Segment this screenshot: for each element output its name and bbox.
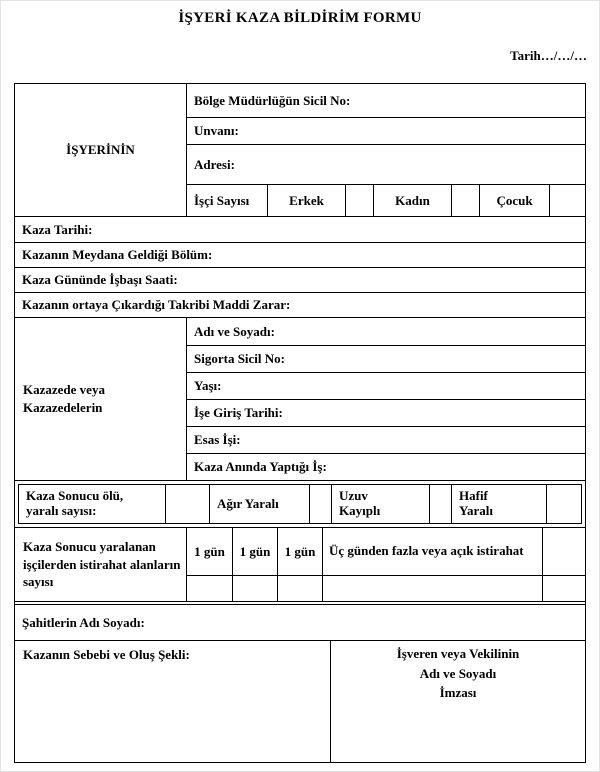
unvan-label: Unvanı: bbox=[194, 123, 239, 138]
istirahat-extra-count-cell[interactable] bbox=[542, 576, 585, 601]
isveren-imza-cell[interactable] bbox=[331, 641, 585, 762]
sicil-no-row[interactable] bbox=[187, 84, 585, 117]
gun-3-count-cell[interactable] bbox=[277, 576, 322, 601]
istirahat-grid bbox=[187, 528, 585, 601]
istirahat-label: Kaza Sonucu yaralanan işçilerden istirahat alanların sayısı bbox=[15, 528, 187, 601]
sahitler-row[interactable] bbox=[15, 604, 585, 640]
sahitler-input-area[interactable] bbox=[145, 605, 585, 640]
isveren-line-3: İmzası bbox=[439, 685, 477, 700]
cocuk-label: Çocuk bbox=[479, 185, 549, 216]
istirahat-section bbox=[15, 527, 585, 601]
uzuv-kayipli-label: Uzuv Kayıplı bbox=[331, 485, 429, 523]
gun-3-label: 1 gün bbox=[277, 528, 322, 575]
isci-sayisi-label: İşçi Sayısı bbox=[194, 192, 250, 208]
kaza-aninda-label: Kaza Anında Yaptığı İş: bbox=[194, 459, 327, 474]
kaza-sebebi-label: Kazanın Sebebi ve Oluş Şekli: bbox=[23, 647, 190, 662]
gun-2-count-cell[interactable] bbox=[232, 576, 277, 601]
esas-isi-input-area[interactable] bbox=[241, 427, 585, 453]
adres-input-area[interactable] bbox=[235, 145, 585, 184]
isbasi-saati-label: Kaza Gününde İşbaşı Saati: bbox=[22, 272, 178, 287]
agir-yarali-label: Ağır Yaralı bbox=[209, 485, 309, 523]
kadin-label: Kadın bbox=[373, 185, 451, 216]
kadin-count-cell[interactable] bbox=[451, 185, 479, 216]
adi-soyadi-row[interactable] bbox=[187, 318, 585, 345]
sicil-no-input-area[interactable] bbox=[350, 84, 585, 117]
erkek-label: Erkek bbox=[267, 185, 345, 216]
sahitler-label: Şahitlerin Adı Soyadı: bbox=[22, 614, 145, 630]
bolum-input-area[interactable] bbox=[212, 243, 585, 267]
date-field: Tarih…/…/… bbox=[510, 48, 587, 63]
kaza-tarihi-label: Kaza Tarihi: bbox=[22, 221, 93, 237]
istirahat-extra-cell[interactable] bbox=[542, 528, 585, 575]
maddi-zarar-label: Kazanın ortaya Çıkardığı Takribi Maddi Zarar: bbox=[22, 297, 291, 312]
esas-isi-label: Esas İşi: bbox=[194, 432, 241, 447]
esas-isi-row[interactable] bbox=[187, 426, 585, 453]
ise-giris-row[interactable] bbox=[187, 399, 585, 426]
olu-yarali-count-cell[interactable] bbox=[165, 485, 209, 523]
yasi-row[interactable] bbox=[187, 372, 585, 399]
isci-sayisi-row bbox=[187, 184, 585, 216]
hafif-yarali-label: Hafif Yaralı bbox=[451, 485, 546, 523]
gun-1-label: 1 gün bbox=[194, 543, 225, 559]
ise-giris-input-area[interactable] bbox=[283, 400, 585, 426]
maddi-zarar-input-area[interactable] bbox=[290, 293, 585, 317]
bolum-row[interactable] bbox=[15, 242, 585, 267]
sigorta-sicil-input-area[interactable] bbox=[285, 346, 585, 372]
form-title: İŞYERİ KAZA BİLDİRİM FORMU bbox=[178, 10, 422, 26]
cocuk-count-cell[interactable] bbox=[549, 185, 585, 216]
footer-section bbox=[15, 640, 585, 762]
sicil-no-label: Bölge Müdürlüğün Sicil No: bbox=[194, 92, 351, 108]
kaza-aninda-input-area[interactable] bbox=[327, 454, 585, 480]
yasi-input-area[interactable] bbox=[221, 373, 585, 399]
adi-soyadi-label: Adı ve Soyadı: bbox=[194, 323, 275, 339]
unvan-row[interactable] bbox=[187, 117, 585, 144]
istirahat-count-row bbox=[187, 575, 585, 601]
maddi-zarar-row[interactable] bbox=[15, 292, 585, 317]
ise-giris-label: İşe Giriş Tarihi: bbox=[194, 405, 283, 420]
gun-2-label: 1 gün bbox=[232, 528, 277, 575]
bolum-label: Kazanın Meydana Geldiği Bölüm: bbox=[22, 247, 213, 262]
sigorta-sicil-label: Sigorta Sicil No: bbox=[194, 351, 285, 366]
adres-row[interactable] bbox=[187, 144, 585, 184]
uc-gunden-fazla-count-cell[interactable] bbox=[322, 576, 542, 601]
adi-soyadi-input-area[interactable] bbox=[275, 318, 585, 345]
sigorta-sicil-row[interactable] bbox=[187, 345, 585, 372]
gun-1-count-cell[interactable] bbox=[187, 576, 232, 601]
kaza-sonucu-section bbox=[15, 480, 585, 527]
kaza-sonucu-label: Kaza Sonucu ölü, yaralı sayısı: bbox=[26, 488, 124, 518]
isyeri-label: İŞYERİNİN bbox=[15, 84, 187, 216]
erkek-count-cell[interactable] bbox=[345, 185, 373, 216]
kazazede-label: Kazazede veya Kazazedelerin bbox=[15, 318, 187, 480]
isyeri-fields bbox=[187, 84, 585, 216]
uc-gunden-fazla-label: Üç günden fazla veya açık istirahat bbox=[322, 528, 542, 575]
yasi-label: Yaşı: bbox=[194, 378, 222, 393]
isyeri-section bbox=[15, 84, 585, 216]
unvan-input-area[interactable] bbox=[239, 118, 585, 144]
adres-label: Adresi: bbox=[194, 156, 235, 172]
kaza-sebebi-cell[interactable] bbox=[15, 641, 331, 762]
kaza-aninda-row[interactable] bbox=[187, 453, 585, 480]
uzuv-kayipli-count-cell[interactable] bbox=[429, 485, 451, 523]
isbasi-saati-input-area[interactable] bbox=[178, 268, 585, 292]
kaza-tarihi-input-area[interactable] bbox=[92, 217, 585, 242]
kaza-sonucu-table bbox=[18, 484, 582, 524]
isveren-line-1: İşveren veya Vekilinin bbox=[396, 646, 520, 661]
isveren-line-2: Adı ve Soyadı bbox=[419, 665, 497, 681]
kazazede-section bbox=[15, 317, 585, 480]
hafif-yarali-count-cell[interactable] bbox=[546, 485, 581, 523]
accident-report-form bbox=[14, 83, 586, 763]
kaza-tarihi-row[interactable] bbox=[15, 216, 585, 242]
kazazede-fields bbox=[187, 318, 585, 480]
agir-yarali-count-cell[interactable] bbox=[309, 485, 331, 523]
isbasi-saati-row[interactable] bbox=[15, 267, 585, 292]
istirahat-header-row bbox=[187, 528, 585, 575]
